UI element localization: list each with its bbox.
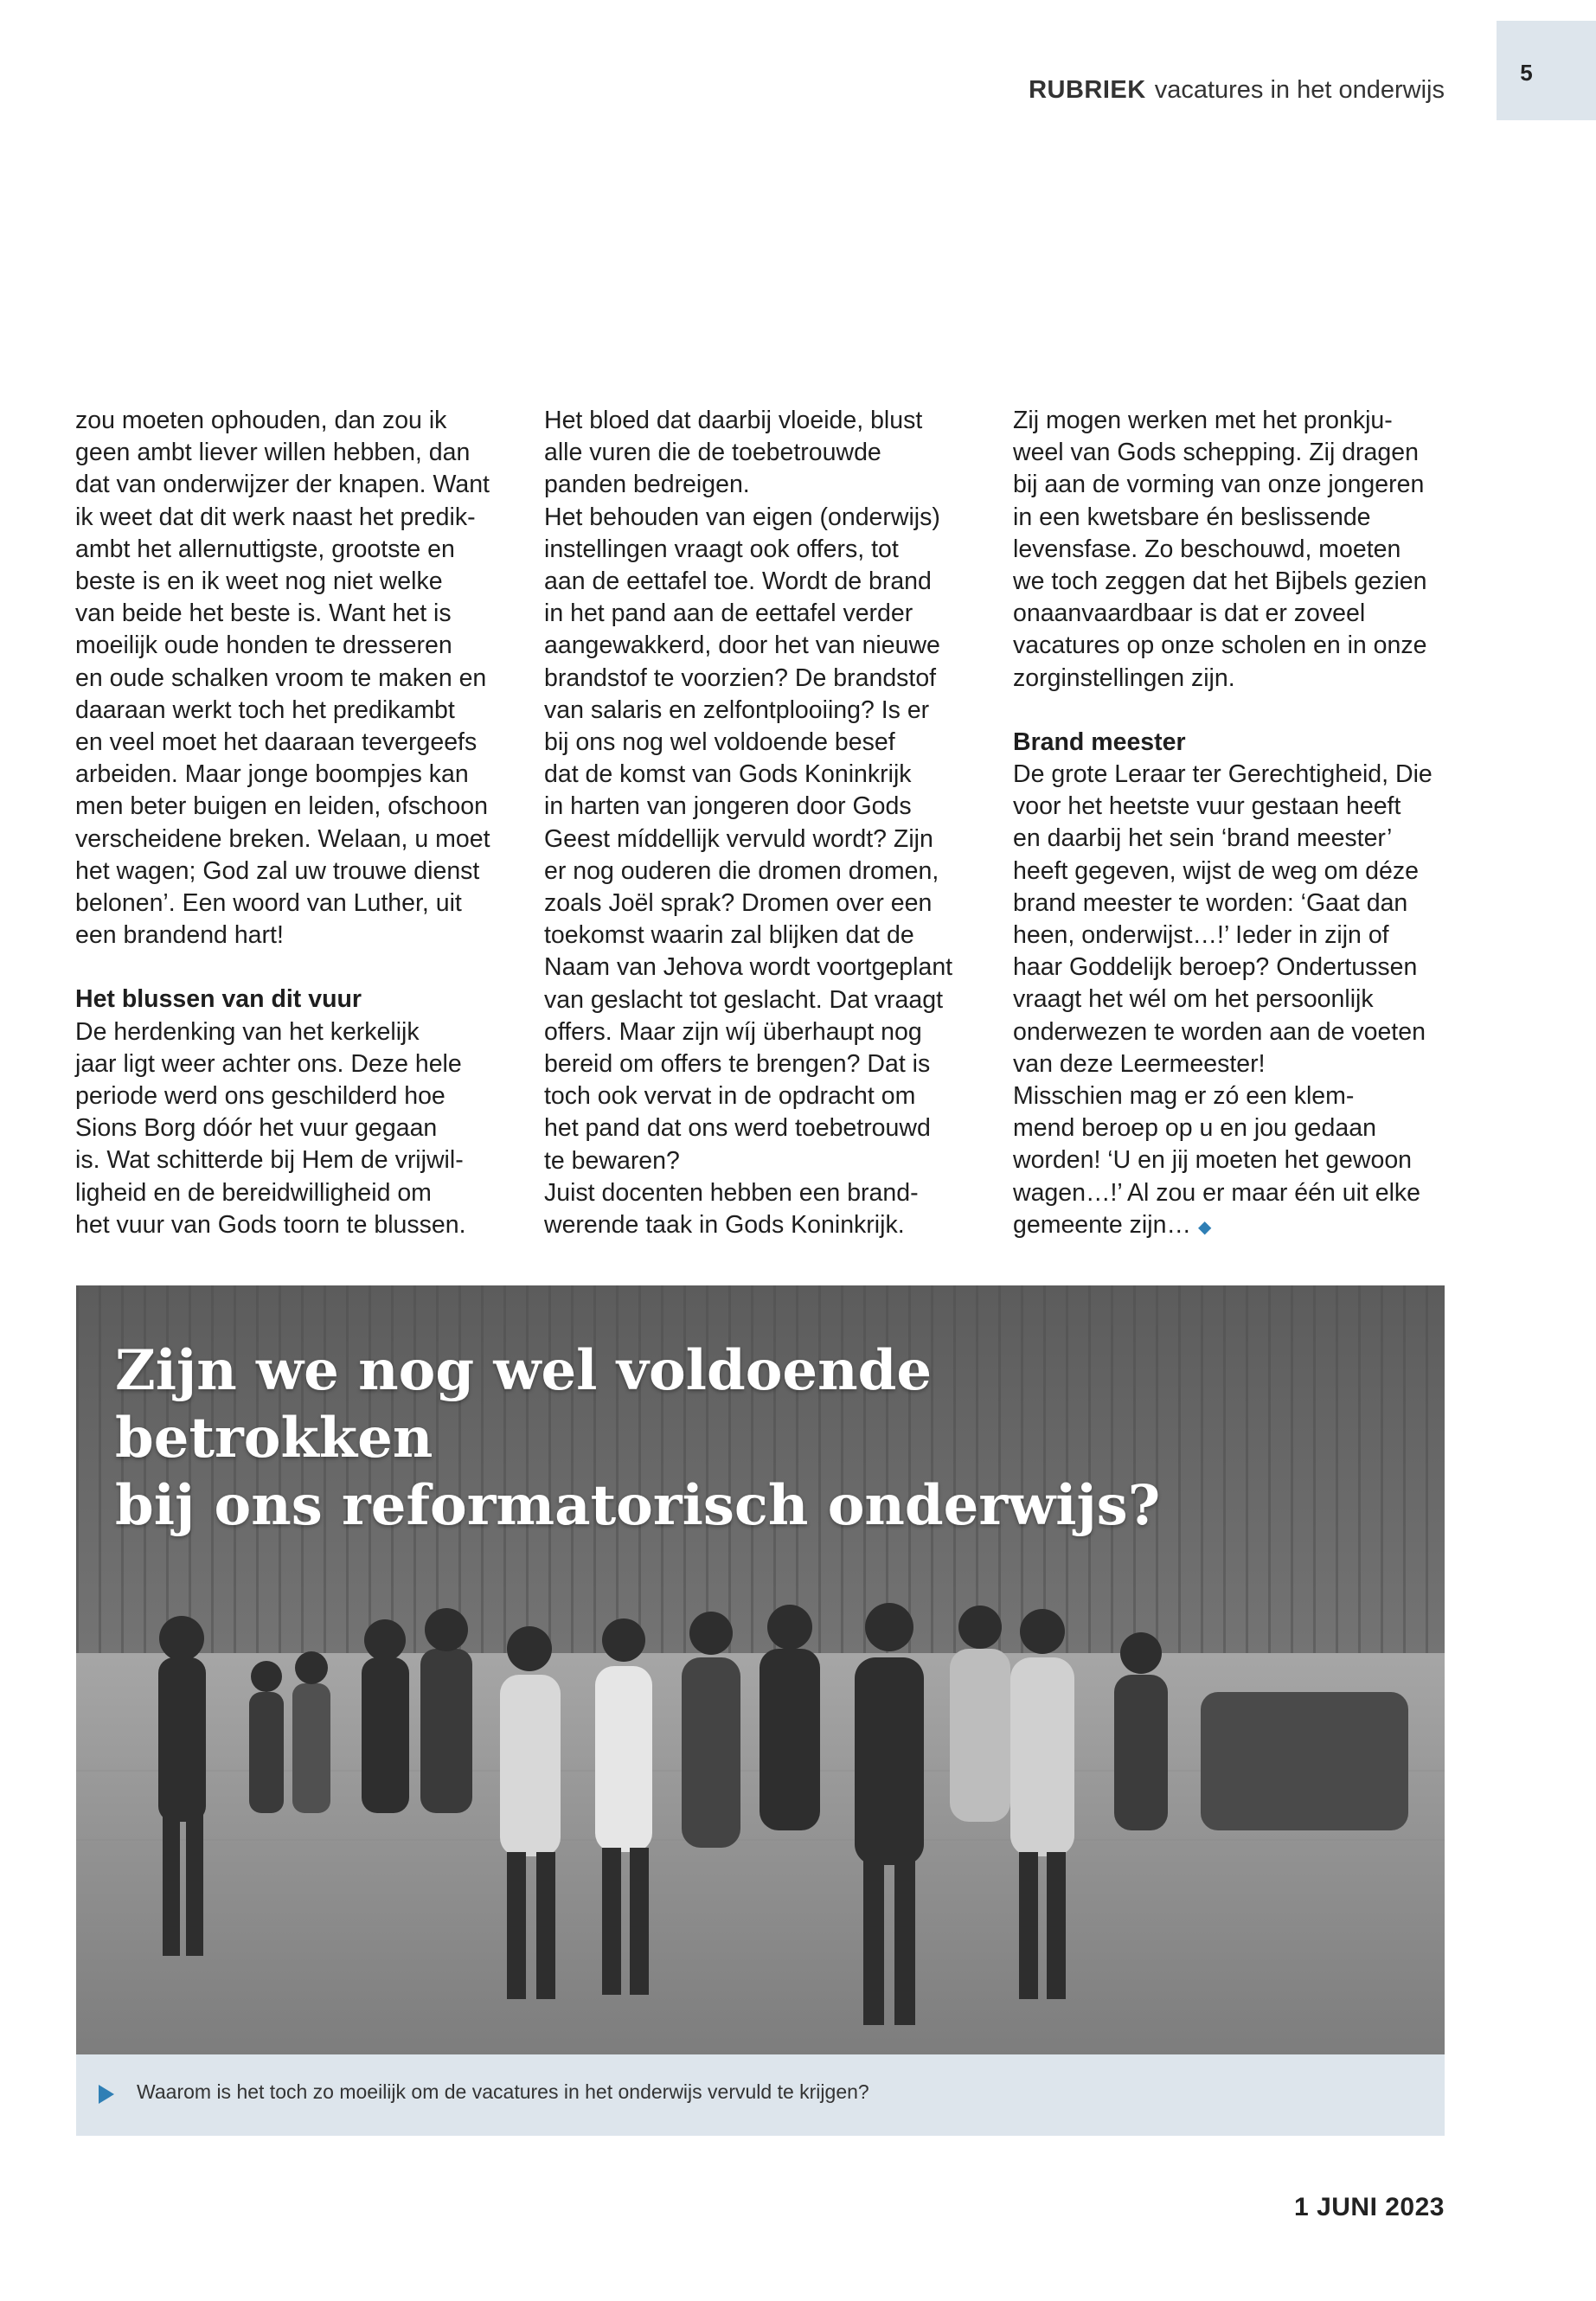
text-column-2 [544, 405, 985, 1241]
section-title: vacatures in het onderwijs [1154, 76, 1445, 104]
end-of-article-diamond-icon: ◆ [1197, 1217, 1212, 1237]
column-3-paragraph-1: Zij mogen werken met het pronkju- weel van Gods schepping. Zij dragen bij aan de vorming van onze jongeren in een kwetsbare én beslissende levensfase. Zo beschouwd, moeten we toch zeggen dat het Bijbels gezien onaanvaardbaar is dat er zoveel vacatures op onze scholen en in onze zorginstellingen zijn. [1013, 407, 1427, 692]
caption-bar [76, 2054, 1445, 2136]
group-photo-students [76, 1285, 1445, 2054]
column-3-paragraph-2 [1013, 759, 1454, 1244]
column-2-paragraph-1: Het bloed dat daarbij vloeide, blust alle vuren die de toebetrouwde panden bedreigen. Het behouden van eigen (onderwijs) instellingen vraagt ook offers, tot aan de eettafel toe. Wordt de brand in het pand aan de eettafel verder aangewakkerd, door het van nieuwe brandstof te voorzien? De brandstof van salaris en zelfontplooiing? Is er bij ons nog wel voldoende besef dat de komst van Gods Koninkrijk in harten van jongeren door Gods Geest míddellijk vervuld wordt? Zijn er nog ouderen die dromen dromen, zoals Joël sprak? Dromen over een toekomst waarin zal blijken dat de Naam van Jehova wordt voortgeplant van geslacht tot geslacht. Dat vraagt offers. Maar zijn wíj überhaupt nog bereid om offers te brengen? Dat is toch ook vervat in de opdracht om het pand dat ons werd toebetrouwd te bewaren? Juist docenten hebben een brand- werende taak in Gods Koninkrijk. [544, 407, 953, 1240]
column-1-paragraph-1: zou moeten ophouden, dan zou ik geen ambt liever willen hebben, dan dat van onderwijzer der knapen. Want ik weet dat dit werk naast het predik- ambt het allernuttigste, grootste en beste is en ik weet nog niet welke van beide het beste is. Want het is moeilijk oude honden te dresseren en oude schalken vroom te maken en daaraan werkt toch het predikambt en veel moet het daaraan tevergeefs arbeiden. Maar jonge boompjes kan men beter buigen en leiden, ofschoon verscheidene breken. Welaan, u moet het wagen; God zal uw trouwe dienst belonen’. Een woord van Luther, uit een brandend hart! [75, 407, 490, 950]
subheading-het-blussen: Het blussen van dit vuur [75, 985, 362, 1014]
page-number-tab [1497, 21, 1596, 120]
column-1-paragraph-2: De herdenking van het kerkelijk jaar ligt weer achter ons. Deze hele periode werd ons geschilderd hoe Sions Borg dóór het vuur gegaan is. Wat schitterde bij Hem de vrijwil- ligheid en de bereidwilligheid om het vuur van Gods toorn te blussen. [75, 1017, 466, 1239]
page-number: 5 [1520, 60, 1533, 86]
column-3-paragraph-2-text: De grote Leraar ter Gerechtigheid, Die voor het heetste vuur gestaan heeft en daarbij het sein ‘brand meester’ heeft gegeven, wijst de weg om déze brand meester te worden: ‘Gaat dan heen, onderwijst…!’ Ieder in zijn of haar Goddelijk beroep? Ondertussen vraagt het wél om het persoonlijk onderwezen te worden aan de voeten van deze Leermeester! Misschien mag er zó een klem- mend beroep op u en jou gedaan worden! ‘U en jij moeten het gewoon wagen…!’ Al zou er maar één uit elke gemeente zijn… [1013, 760, 1433, 1239]
caption-arrow-icon [99, 2085, 114, 2104]
running-head [1029, 76, 1445, 105]
photo-caption: Waarom is het toch zo moeilijk om de vacatures in het onderwijs vervuld te krijgen? [137, 2080, 869, 2103]
subheading-brand-meester: Brand meester [1013, 727, 1186, 756]
text-column-1 [75, 405, 516, 1241]
rubriek-label: RUBRIEK [1029, 76, 1146, 104]
issue-date: 1 JUNI 2023 [1294, 2193, 1445, 2221]
text-column-3 [1013, 405, 1454, 1244]
photo-headline: Zijn we nog wel voldoende betrokken bij ons reformatorisch onderwijs? [115, 1338, 1161, 1538]
